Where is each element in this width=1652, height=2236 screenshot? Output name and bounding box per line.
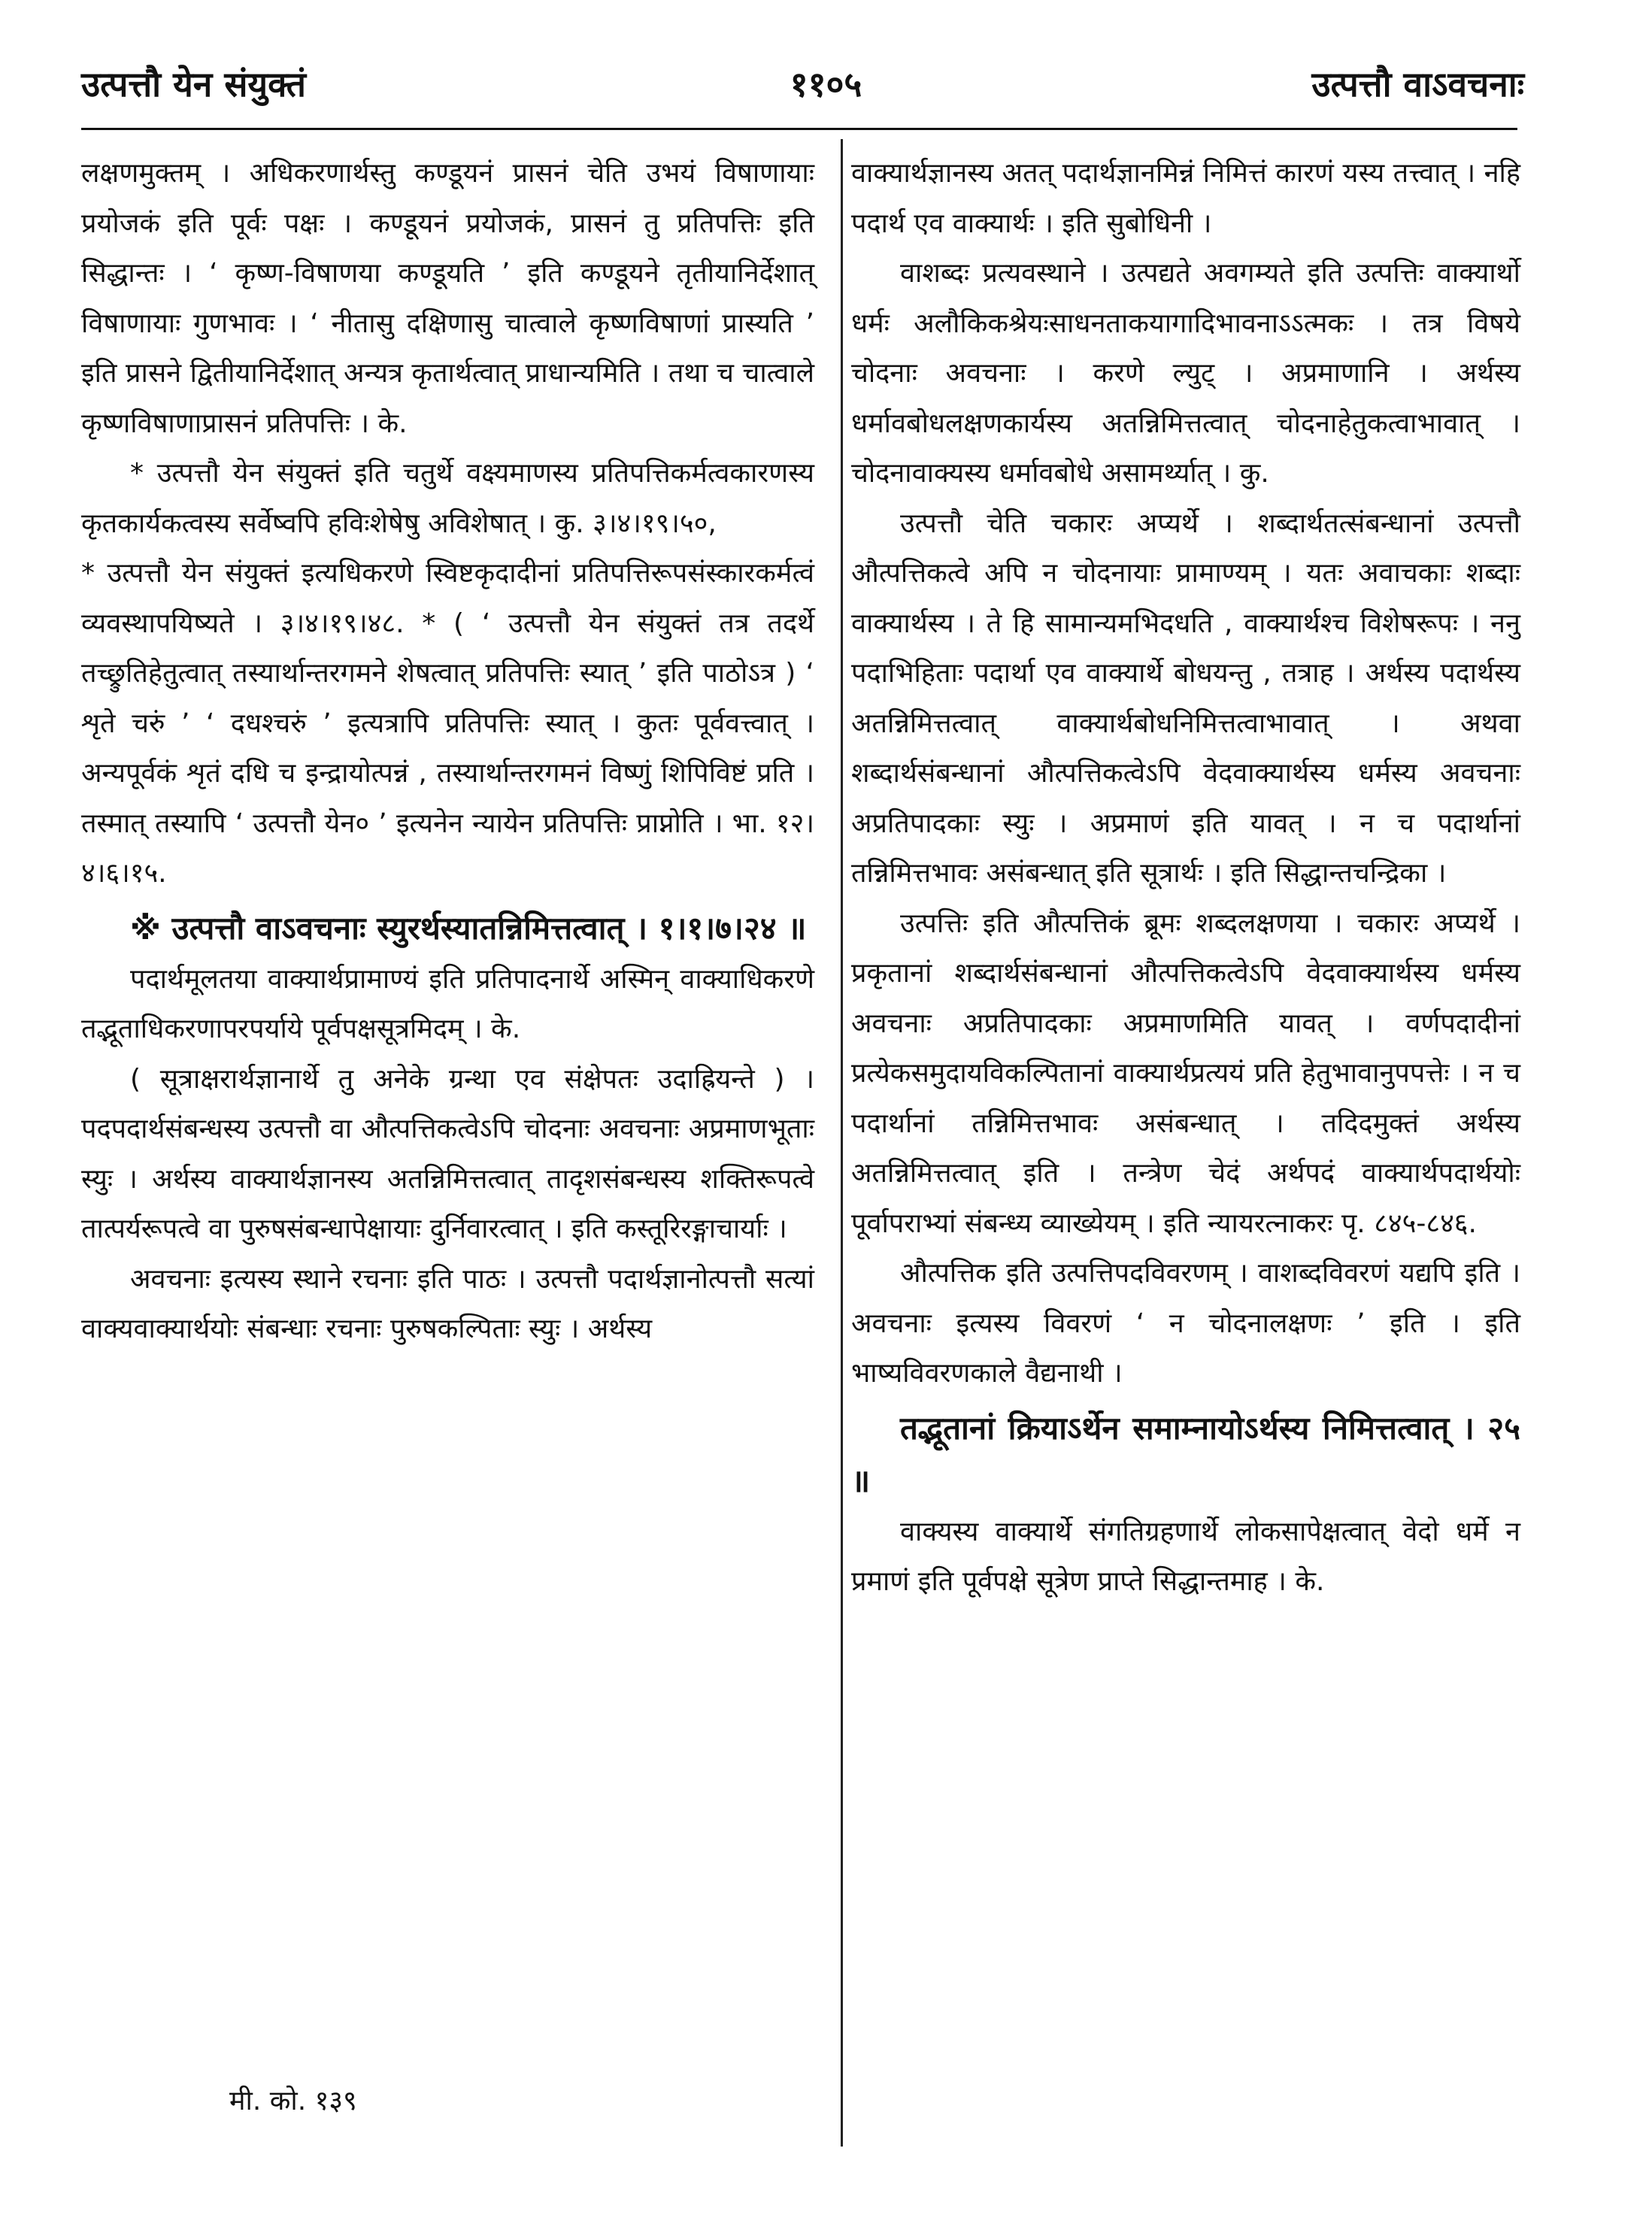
paragraph: * उत्पत्तौ येन संयुक्तं इति चतुर्थे वक्ष्यमाणस्य प्रतिपत्तिकर्मत्वकारणस्य कृतकार्यकत्वस्य सर्वेष्वपि हविःशेषेषु अविशेषात् । कु. ३।४।१९।५०, xyxy=(81,458,814,539)
paragraph: लक्षणमुक्तम् । अधिकरणार्थस्तु कण्डूयनं प्रासनं चेति उभयं विषाणायाः प्रयोजकं इति पूर्वः पक्षः । कण्डूयनं प्रयोजकं, प्रासनं तु प्रतिपत्तिः इति सिद्धान्तः । ‘ कृष्ण-विषाणया कण्डूयति ’ इति कण्डूयने तृतीयानिर्देशात् विषाणायाः गुणभावः । ‘ नीतासु दक्षिणासु चात्वाले कृष्णविषाणां प्रास्यति ’ इति प्रासने द्वितीयानिर्देशात् अन्यत्र कृतार्थत्वात् प्राधान्यमिति । तथा च चात्वाले कृष्णविषाणाप्रासनं प्रतिपत्तिः । के. xyxy=(81,158,814,439)
sutra-heading: ※ उत्पत्तौ वाऽवचनाः स्युरर्थस्यातन्निमित्तत्वात् । १।१।७।२४ ॥ xyxy=(130,909,807,947)
paragraph: * उत्पत्तौ येन संयुक्तं इत्यधिकरणे स्विष्टकृदादीनां प्रतिपत्तिरूपसंस्कारकर्मत्वं व्यवस्थापयिष्यते । ३।४।१९।४८. * ( ‘ उत्पत्तौ येन संयुक्तं तत्र तदर्थे तच्छ्रुतिहेतुत्वात् तस्यार्थान्तरगमने शेषत्वात् प्रतिपत्तिः स्यात् ’ इति पाठोऽत्र ) ‘ शृते चरुं ’ ‘ दधश्चरुं ’ इत्यत्रापि प्रतिपत्तिः स्यात् । कुतः पूर्ववत्त्वात् । अन्यपूर्वकं शृतं दधि च इन्द्रायोत्पन्नं , तस्यार्थान्तरगमनं विष्णुं शिपिविष्टं प्रति । तस्मात् तस्यापि ‘ उत्पत्तौ येन० ’ इत्यनेन न्यायेन प्रतिपत्तिः प्राप्नोति । भा. १२।४।६।१५. xyxy=(81,558,814,889)
left-column xyxy=(81,149,814,1355)
paragraph: उत्पत्तिः इति औत्पत्तिकं ब्रूमः शब्दलक्षणया । चकारः अप्यर्थे । प्रकृतानां शब्दार्थसंबन्धानां औत्पत्तिकत्वेऽपि वेदवाक्यार्थस्य धर्मस्य अवचनाः अप्रतिपादकाः अप्रमाणमिति यावत् । वर्णपदादीनां प्रत्येकसमुदायविकल्पितानां वाक्यार्थप्रत्ययं प्रति हेतुभावानुपपत्तेः । न च पदार्थानां तन्निमित्तभावः असंबन्धात् । तदिदमुक्तं अर्थस्य अतन्निमित्तत्वात् इति । तन्त्रेण चेदं अर्थपदं वाक्यार्थपदार्थयोः पूर्वापराभ्यां संबन्ध्य व्याख्येयम् । इति न्यायरत्नाकरः पृ. ८४५-८४६. xyxy=(851,907,1520,1239)
header-rule xyxy=(81,128,1517,130)
column-divider xyxy=(841,139,843,2147)
paragraph: औत्पत्तिक इति उत्पत्तिपदविवरणम् । वाशब्दविवरणं यद्यपि इति । अवचनाः इत्यस्य विवरणं ‘ न चोदनालक्षणः ’ इति । इति भाष्यविवरणकाले वैद्यनाथी । xyxy=(851,1258,1520,1389)
paragraph: वाक्यस्य वाक्यार्थे संगतिग्रहणार्थे लोकसापेक्षत्वात् वेदो धर्मे न प्रमाणं इति पूर्वपक्षे सूत्रेण प्राप्ते सिद्धान्तमाह । के. xyxy=(851,1516,1520,1597)
paragraph: वाशब्दः प्रत्यवस्थाने । उत्पद्यते अवगम्यते इति उत्पत्तिः वाक्यार्थो धर्मः अलौकिकश्रेयःसाधनताकयागादिभावनाऽऽत्मकः । तत्र विषये चोदनाः अवचनाः । करणे ल्युट् । अप्रमाणानि । अर्थस्य धर्मावबोधलक्षणकार्यस्य अतन्निमित्तत्वात् चोदनाहेतुकत्वाभावात् । चोदनावाक्यस्य धर्मावबोधे असामर्थ्यात् । कु. xyxy=(851,258,1520,489)
paragraph: ( सूत्राक्षरार्थज्ञानार्थे तु अनेके ग्रन्था एव संक्षेपतः उदाह्रियन्ते ) । पदपदार्थसंबन्धस्य उत्पत्तौ वा औत्पत्तिकत्वेऽपि चोदनाः अवचनाः अप्रमाणभूताः स्युः । अर्थस्य वाक्यार्थज्ञानस्य अतन्निमित्तत्वात् तादृशसंबन्धस्य शक्तिरूपत्वे तात्पर्यरूपत्वे वा पुरुषसंबन्धापेक्षायाः दुर्निवारत्वात् । इति कस्तूरिरङ्गाचार्याः । xyxy=(81,1063,814,1244)
right-column xyxy=(851,149,1520,1607)
paragraph: पदार्थमूलतया वाक्यार्थप्रामाण्यं इति प्रतिपादनार्थे अस्मिन् वाक्याधिकरणे तद्भूताधिकरणापरपर्याये पूर्वपक्षसूत्रमिदम् । के. xyxy=(81,963,814,1044)
paragraph: अवचनाः इत्यस्य स्थाने रचनाः इति पाठः । उत्पत्तौ पदार्थज्ञानोत्पत्तौ सत्यां वाक्यवाक्यार्थयोः संबन्धाः रचनाः पुरुषकल्पिताः स्युः । अर्थस्य xyxy=(81,1263,814,1344)
running-head-left: उत्पत्तौ येन संयुक्तं xyxy=(81,64,306,105)
signature-mark: मी. को. १३९ xyxy=(229,2086,357,2116)
paragraph: वाक्यार्थज्ञानस्य अतत् पदार्थज्ञानमिन्नं निमित्तं कारणं यस्य तत्त्वात् । नहि पदार्थ एव वाक्यार्थः । इति सुबोधिनी । xyxy=(851,158,1520,239)
running-head-right: उत्पत्तौ वाऽवचनाः xyxy=(1311,64,1524,105)
page-number: ११०५ xyxy=(790,64,862,105)
sutra-heading: तद्भूतानां क्रियाऽर्थेन समाम्नायोऽर्थस्य निमित्तत्वात् । २५ ॥ xyxy=(851,1409,1520,1499)
paragraph: उत्पत्तौ चेति चकारः अप्यर्थे । शब्दार्थतत्संबन्धानां उत्पत्तौ औत्पत्तिकत्वे अपि न चोदनायाः प्रामाण्यम् । यतः अवाचकाः शब्दाः वाक्यार्थस्य । ते हि सामान्यमभिदधति , वाक्यार्थश्च विशेषरूपः । ननु पदाभिहिताः पदार्था एव वाक्यार्थे बोधयन्तु , तत्राह । अर्थस्य पदार्थस्य अतन्निमित्तत्वात् वाक्यार्थबोधनिमित्तत्वाभावात् । अथवा शब्दार्थसंबन्धानां औत्पत्तिकत्वेऽपि वेदवाक्यार्थस्य धर्मस्य अवचनाः अप्रतिपादकाः स्युः । अप्रमाणं इति यावत् । न च पदार्थानां तन्निमित्तभावः असंबन्धात् इति सूत्रार्थः । इति सिद्धान्तचन्द्रिका । xyxy=(851,507,1520,889)
